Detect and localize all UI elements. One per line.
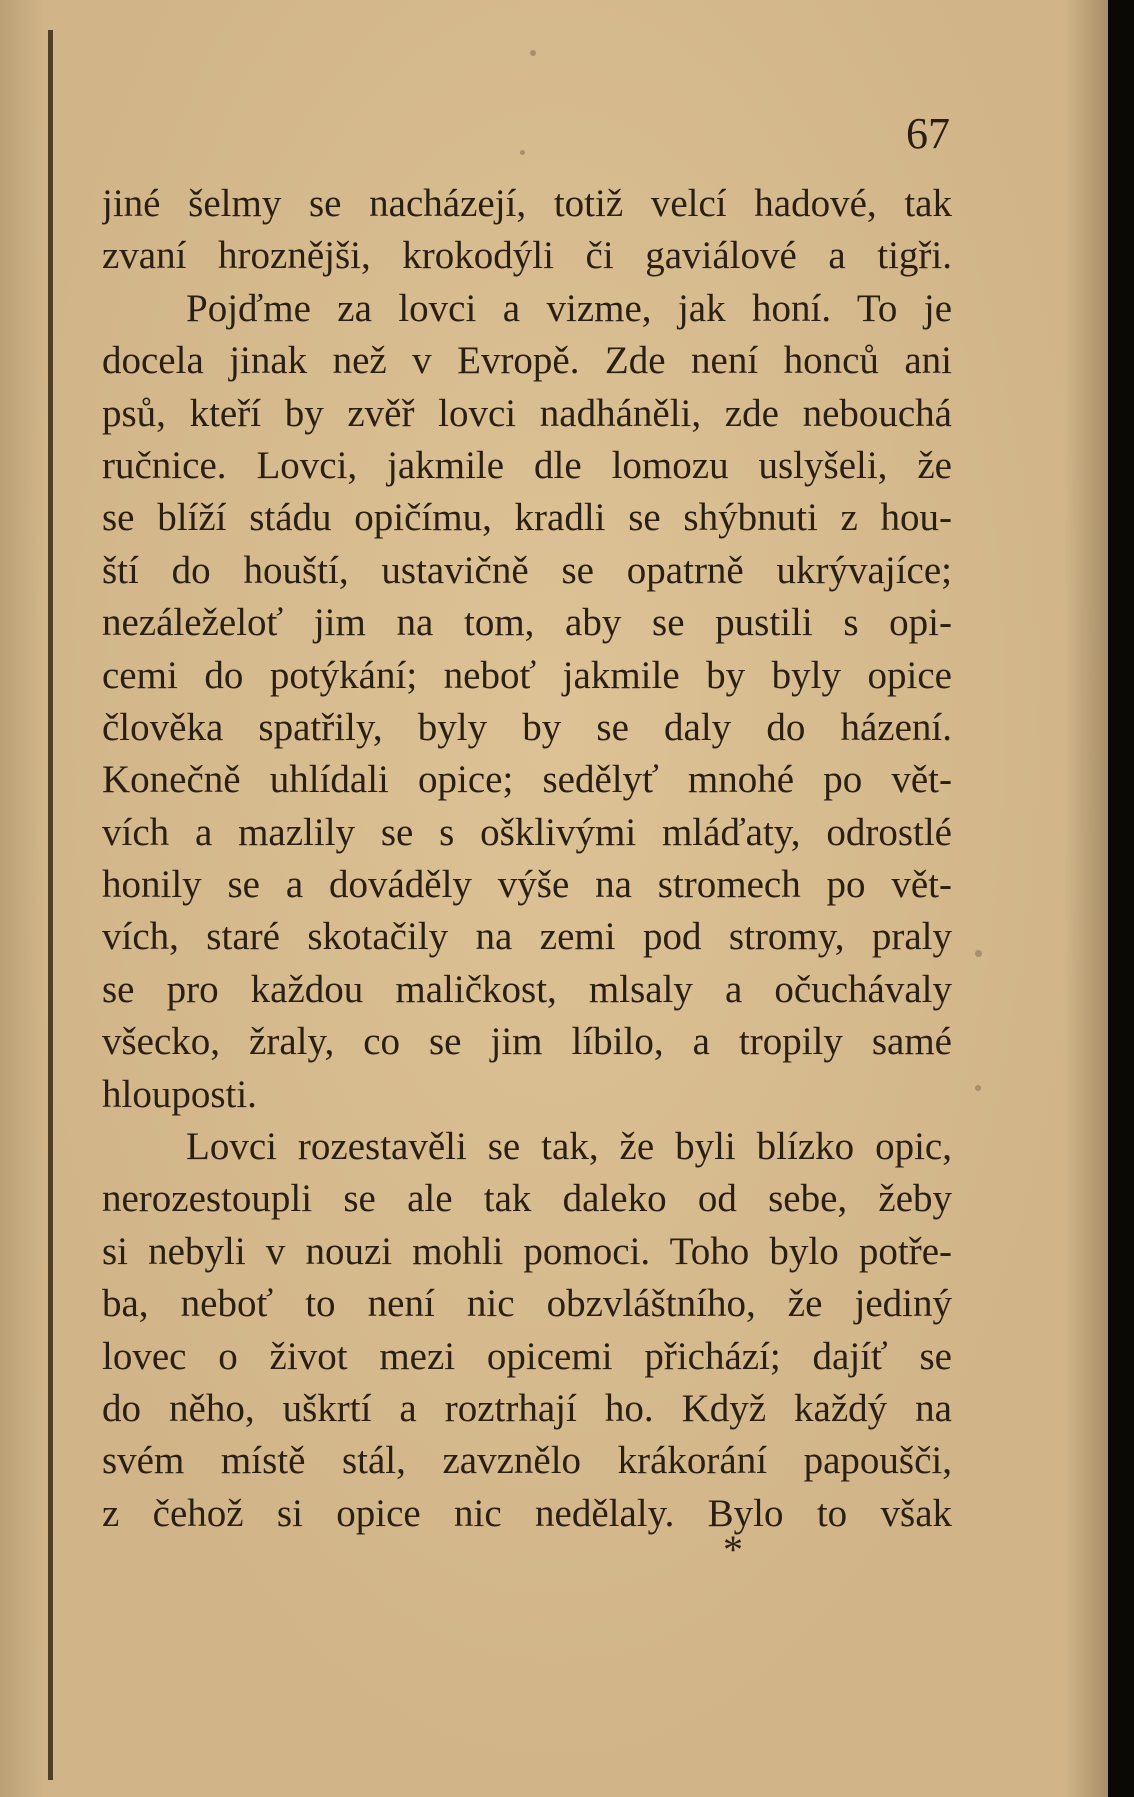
text-line: vích, staré skotačily na zemi pod stromy, praly	[102, 915, 952, 959]
text-line: vích a mazlily se s ošklivými mláďaty, odrostlé	[102, 810, 952, 854]
footnote-mark: *	[723, 1527, 743, 1572]
text-line: Pojďme za lovci a vizme, jak honí. To je	[186, 286, 952, 330]
text-line: zvaní hroznějši, krokodýli či gaviálové a tigři.	[102, 234, 952, 278]
text-line: nerozestoupli se ale tak daleko od sebe, žeby	[102, 1177, 952, 1221]
text-line: ba, neboť to není nic obzvláštního, že jediný	[102, 1282, 952, 1326]
text-line: ští do houští, ustavičně se opatrně ukrývajíce;	[102, 548, 952, 592]
text-line: se blíží stádu opičímu, kradli se shýbnuti z hou-	[102, 496, 952, 540]
text-line: honily se a dováděly výše na stromech po vět-	[102, 863, 952, 907]
text-line: z čehož si opice nic nedělaly. Bylo to však	[102, 1491, 952, 1535]
text-line: psů, kteří by zvěř lovci nadháněli, zde nebouchá	[102, 391, 952, 435]
text-line: svém místě stál, zavznělo krákorání papoušči,	[102, 1439, 952, 1483]
gutter-line	[48, 30, 53, 1780]
scan-edge	[1108, 0, 1134, 1797]
text-line: všecko, žraly, co se jim líbilo, a tropily samé	[102, 1020, 952, 1064]
text-line: cemi do potýkání; neboť jakmile by byly opice	[102, 653, 952, 697]
text-line: Lovci rozestavěli se tak, že byli blízko opic,	[186, 1125, 952, 1169]
text-line: nezáleželoť jim na tom, aby se pustili s opi-	[102, 601, 952, 645]
text-line: docela jinak než v Evropě. Zde není honců ani	[102, 339, 952, 383]
paper-speck	[520, 150, 525, 155]
page-number: 67	[906, 109, 950, 158]
text-line: jiné šelmy se nacházejí, totiž velcí hadové, tak	[102, 182, 952, 225]
body-text	[102, 178, 952, 1540]
paper-speck	[975, 1085, 981, 1091]
text-line: ručnice. Lovci, jakmile dle lomozu uslyšeli, že	[102, 443, 952, 487]
paper-speck	[530, 50, 536, 56]
text-line: Konečně uhlídali opice; sedělyť mnohé po vět-	[102, 758, 952, 802]
text-line: lovec o život mezi opicemi přichází; dajíť se	[102, 1334, 952, 1378]
text-line: do něho, uškrtí a roztrhají ho. Když každý na	[102, 1386, 952, 1430]
text-line: hlouposti.	[102, 1072, 257, 1116]
paper-speck	[975, 950, 982, 957]
text-line: si nebyli v nouzi mohli pomoci. Toho bylo potře-	[102, 1229, 952, 1273]
text-line: se pro každou maličkost, mlsaly a očuchávaly	[102, 967, 952, 1011]
text-line: člověka spatřily, byly by se daly do házení.	[102, 705, 952, 749]
